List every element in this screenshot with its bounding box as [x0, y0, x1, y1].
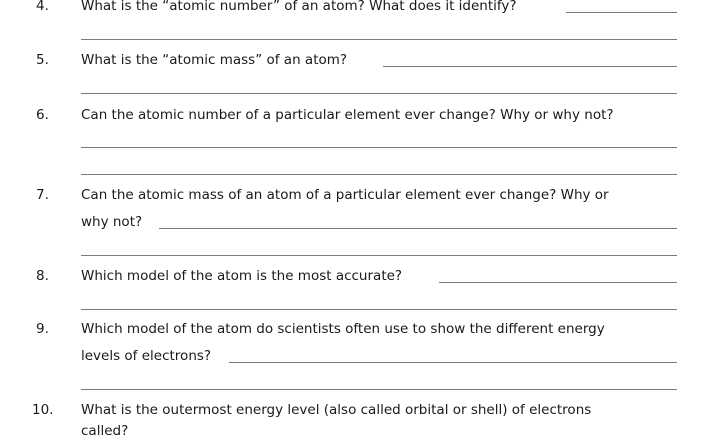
question-number: 4.: [36, 0, 49, 14]
question-number: 6.: [36, 107, 49, 123]
question-number: 5.: [36, 52, 49, 68]
question-number: 8.: [36, 268, 49, 284]
question-text-line-1: What is the outermost energy level (also called orbital or shell) of electrons: [81, 402, 592, 418]
question-text: What is the “atomic mass” of an atom?: [81, 52, 348, 68]
question-text-line-1: Can the atomic mass of an atom of a particular element ever change? Why or: [81, 187, 609, 203]
answer-line: [81, 309, 677, 310]
answer-line: [81, 389, 677, 390]
question-number: 9.: [36, 321, 49, 337]
answer-line: [383, 66, 677, 67]
answer-line: [159, 228, 677, 229]
question-text-line-2: levels of electrons?: [81, 348, 212, 364]
question-text-line-2: why not?: [81, 214, 143, 230]
question-number: 7.: [36, 187, 49, 203]
answer-line: [81, 255, 677, 256]
answer-line: [439, 282, 677, 283]
question-text-line-2: called?: [81, 423, 129, 439]
answer-line: [566, 12, 677, 13]
question-number: 10.: [32, 402, 54, 418]
question-text-line-1: Which model of the atom do scientists often use to show the different energy: [81, 321, 605, 337]
question-text: Can the atomic number of a particular element ever change? Why or why not?: [81, 107, 614, 123]
answer-line: [81, 39, 677, 40]
question-text: Which model of the atom is the most accurate?: [81, 268, 403, 284]
answer-line: [229, 362, 677, 363]
answer-line: [81, 93, 677, 94]
question-text: What is the “atomic number” of an atom? What does it identify?: [81, 0, 517, 14]
answer-line: [81, 147, 677, 148]
cut-off-line: [81, 414, 128, 440]
answer-line: [81, 174, 677, 175]
